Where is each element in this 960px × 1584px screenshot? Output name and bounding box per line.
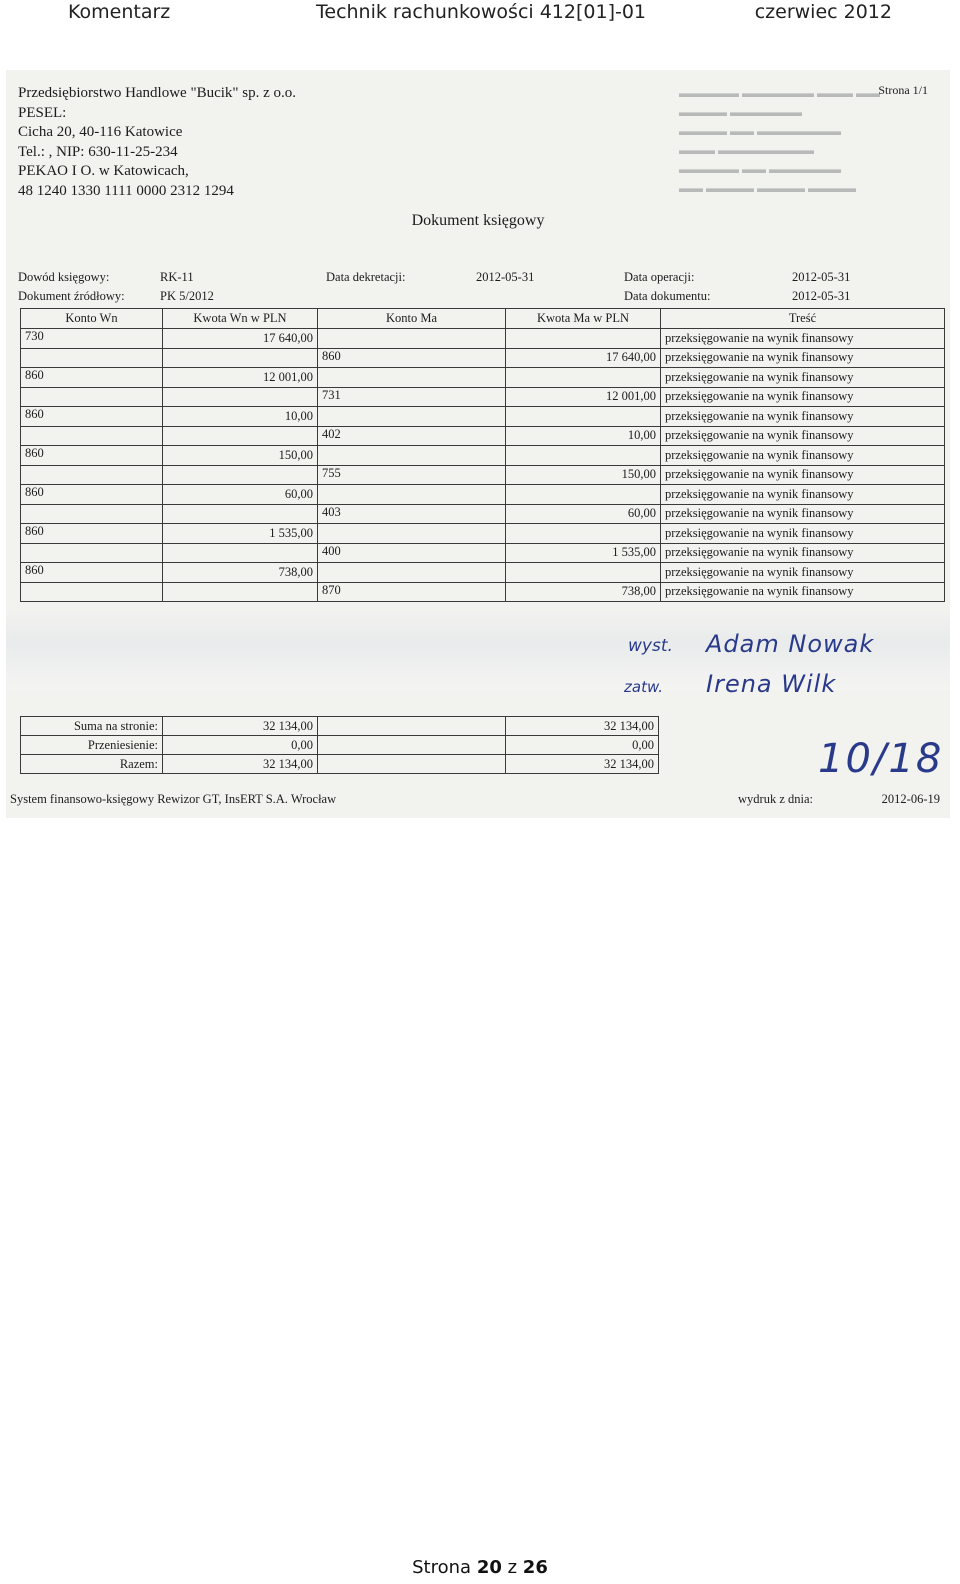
company-block <box>18 84 296 201</box>
cell-kwota-wn <box>163 387 318 407</box>
cell-kwota-wn: 1 535,00 <box>163 524 318 544</box>
cell-kwota-ma <box>506 485 661 505</box>
dokument-zrodlowy-label: Dokument źródłowy: <box>18 289 125 303</box>
table-row <box>21 407 945 427</box>
cell-tresc: przeksięgowanie na wynik finansowy <box>661 329 945 349</box>
table-row <box>21 485 945 505</box>
document-number-handwritten: 10/18 <box>818 736 944 782</box>
cell-konto-ma: 860 <box>318 348 506 368</box>
cell-tresc: przeksięgowanie na wynik finansowy <box>661 368 945 388</box>
cell-kwota-ma: 60,00 <box>506 504 661 524</box>
table-row <box>21 348 945 368</box>
cell-konto-wn <box>21 387 163 407</box>
cell-konto-ma <box>318 446 506 466</box>
cell-tresc: przeksięgowanie na wynik finansowy <box>661 387 945 407</box>
dowod-value: RK-11 <box>160 270 194 284</box>
cell-konto-ma <box>318 329 506 349</box>
cell-tresc: przeksięgowanie na wynik finansowy <box>661 524 945 544</box>
cell-konto-ma: 403 <box>318 504 506 524</box>
table-row <box>21 504 945 524</box>
totals-ma: 32 134,00 <box>506 717 659 736</box>
table-row <box>21 582 945 602</box>
company-account: 48 1240 1330 1111 0000 2312 1294 <box>18 182 234 199</box>
show-through-block: ▬▬▬▬▬ ▬▬▬▬▬▬ ▬▬▬ ▬▬ ▬▬▬▬ ▬▬▬▬▬▬ ▬▬▬▬ ▬▬ ▬▬▬▬▬▬▬ ▬▬▬ ▬▬▬▬▬▬▬▬ ▬▬▬▬▬ ▬▬ ▬▬▬▬▬▬ ▬▬ ▬▬▬▬ ▬▬▬▬ ▬▬▬▬ <box>679 86 880 195</box>
totals-label: Suma na stronie: <box>21 717 163 736</box>
header-center: Technik rachunkowości 412[01]-01 <box>316 1 647 23</box>
table-row <box>21 426 945 446</box>
page-footer-prefix: Strona <box>412 1557 472 1578</box>
cell-tresc: przeksięgowanie na wynik finansowy <box>661 485 945 505</box>
cell-konto-ma <box>318 563 506 583</box>
col-konto-ma: Konto Ma <box>318 309 506 329</box>
totals-wn: 0,00 <box>163 736 318 755</box>
cell-konto-wn: 860 <box>21 446 163 466</box>
cell-kwota-wn: 10,00 <box>163 407 318 427</box>
data-dekretacji-value: 2012-05-31 <box>476 270 535 284</box>
cell-konto-wn <box>21 582 163 602</box>
printed-label: wydruk z dnia: <box>738 792 813 806</box>
cell-kwota-ma <box>506 329 661 349</box>
cell-konto-wn <box>21 426 163 446</box>
table-row <box>21 387 945 407</box>
journal-header-row <box>21 309 945 329</box>
company-address: Cicha 20, 40-116 Katowice <box>18 124 183 140</box>
cell-tresc: przeksięgowanie na wynik finansowy <box>661 446 945 466</box>
cell-kwota-ma: 12 001,00 <box>506 387 661 407</box>
data-dokumentu-value: 2012-05-31 <box>792 289 851 303</box>
cell-kwota-wn <box>163 465 318 485</box>
cell-konto-wn: 860 <box>21 485 163 505</box>
cell-konto-ma: 400 <box>318 543 506 563</box>
company-pesel: PESEL: <box>18 104 67 121</box>
cell-kwota-wn: 12 001,00 <box>163 368 318 388</box>
cell-konto-wn: 860 <box>21 563 163 583</box>
table-row <box>21 563 945 583</box>
cell-kwota-wn: 738,00 <box>163 563 318 583</box>
totals-table <box>20 716 659 774</box>
cell-konto-wn: 860 <box>21 524 163 544</box>
cell-konto-wn: 730 <box>21 329 163 349</box>
cell-kwota-wn <box>163 426 318 446</box>
cell-kwota-wn: 150,00 <box>163 446 318 466</box>
totals-spacer <box>318 755 506 774</box>
cell-kwota-ma <box>506 368 661 388</box>
journal-table <box>20 308 945 602</box>
data-operacji-label: Data operacji: <box>624 270 695 284</box>
totals-row <box>21 717 659 736</box>
cell-konto-ma: 402 <box>318 426 506 446</box>
cell-kwota-wn: 17 640,00 <box>163 329 318 349</box>
cell-konto-ma: 731 <box>318 387 506 407</box>
col-kwota-wn: Kwota Wn w PLN <box>163 309 318 329</box>
issued-signature: Adam Nowak <box>706 630 875 658</box>
cell-kwota-wn <box>163 543 318 563</box>
document-page-number: Strona 1/1 <box>878 83 928 97</box>
company-name: Przedsiębiorstwo Handlowe "Bucik" sp. z o.o. <box>18 85 297 101</box>
dowod-label: Dowód księgowy: <box>18 270 110 284</box>
cell-konto-ma <box>318 524 506 544</box>
cell-tresc: przeksięgowanie na wynik finansowy <box>661 426 945 446</box>
cell-kwota-ma <box>506 407 661 427</box>
col-kwota-ma: Kwota Ma w PLN <box>506 309 661 329</box>
cell-kwota-wn <box>163 348 318 368</box>
totals-label: Przeniesienie: <box>21 736 163 755</box>
dokument-zrodlowy-value: PK 5/2012 <box>160 289 214 303</box>
cell-tresc: przeksięgowanie na wynik finansowy <box>661 563 945 583</box>
totals-ma: 0,00 <box>506 736 659 755</box>
cell-kwota-ma: 738,00 <box>506 582 661 602</box>
cell-tresc: przeksięgowanie na wynik finansowy <box>661 504 945 524</box>
cell-konto-wn <box>21 504 163 524</box>
page-footer-total: 26 <box>522 1557 548 1578</box>
cell-konto-ma <box>318 407 506 427</box>
totals-row <box>21 736 659 755</box>
col-konto-wn: Konto Wn <box>21 309 163 329</box>
approved-label: zatw. <box>624 678 664 696</box>
col-tresc: Treść <box>661 309 945 329</box>
page-footer-current: 20 <box>476 1557 502 1578</box>
totals-spacer <box>318 736 506 755</box>
data-operacji-value: 2012-05-31 <box>792 270 851 284</box>
totals-wn: 32 134,00 <box>163 755 318 774</box>
company-bank: PEKAO I O. w Katowicach, <box>18 163 189 179</box>
system-name: System finansowo-księgowy Rewizor GT, InsERT S.A. Wrocław <box>10 792 337 806</box>
cell-kwota-ma: 10,00 <box>506 426 661 446</box>
cell-konto-ma: 870 <box>318 582 506 602</box>
data-dekretacji-label: Data dekretacji: <box>326 270 406 284</box>
document-title: Dokument księgowy <box>411 212 545 229</box>
cell-tresc: przeksięgowanie na wynik finansowy <box>661 348 945 368</box>
table-row <box>21 524 945 544</box>
header-left: Komentarz <box>68 1 171 23</box>
cell-kwota-ma <box>506 524 661 544</box>
totals-wn: 32 134,00 <box>163 717 318 736</box>
cell-tresc: przeksięgowanie na wynik finansowy <box>661 543 945 563</box>
table-row <box>21 543 945 563</box>
cell-kwota-wn: 60,00 <box>163 485 318 505</box>
cell-konto-wn: 860 <box>21 368 163 388</box>
cell-kwota-ma: 17 640,00 <box>506 348 661 368</box>
cell-konto-wn <box>21 465 163 485</box>
totals-ma: 32 134,00 <box>506 755 659 774</box>
cell-tresc: przeksięgowanie na wynik finansowy <box>661 465 945 485</box>
table-row <box>21 329 945 349</box>
scanned-document <box>6 70 950 818</box>
page-footer-middle: z <box>507 1557 518 1578</box>
issued-label: wyst. <box>628 636 673 656</box>
table-row <box>21 446 945 466</box>
page-header <box>0 0 960 28</box>
data-dokumentu-label: Data dokumentu: <box>624 289 711 303</box>
cell-tresc: przeksięgowanie na wynik finansowy <box>661 582 945 602</box>
printed-date: 2012-06-19 <box>881 792 940 806</box>
cell-konto-wn <box>21 543 163 563</box>
cell-kwota-ma: 1 535,00 <box>506 543 661 563</box>
cell-tresc: przeksięgowanie na wynik finansowy <box>661 407 945 427</box>
table-row <box>21 465 945 485</box>
cell-konto-ma <box>318 485 506 505</box>
table-row <box>21 368 945 388</box>
approved-signature: Irena Wilk <box>706 670 837 698</box>
company-tax-id: Tel.: , NIP: 630-11-25-234 <box>18 143 178 160</box>
cell-konto-ma: 755 <box>318 465 506 485</box>
totals-label: Razem: <box>21 755 163 774</box>
totals-row <box>21 755 659 774</box>
header-right: czerwiec 2012 <box>754 1 892 23</box>
cell-kwota-wn <box>163 504 318 524</box>
cell-kwota-ma <box>506 446 661 466</box>
cell-konto-wn: 860 <box>21 407 163 427</box>
journal-body <box>21 329 945 602</box>
cell-konto-ma <box>318 368 506 388</box>
totals-spacer <box>318 717 506 736</box>
cell-kwota-wn <box>163 582 318 602</box>
cell-kwota-ma: 150,00 <box>506 465 661 485</box>
cell-kwota-ma <box>506 563 661 583</box>
page-footer <box>0 1557 960 1578</box>
cell-konto-wn <box>21 348 163 368</box>
